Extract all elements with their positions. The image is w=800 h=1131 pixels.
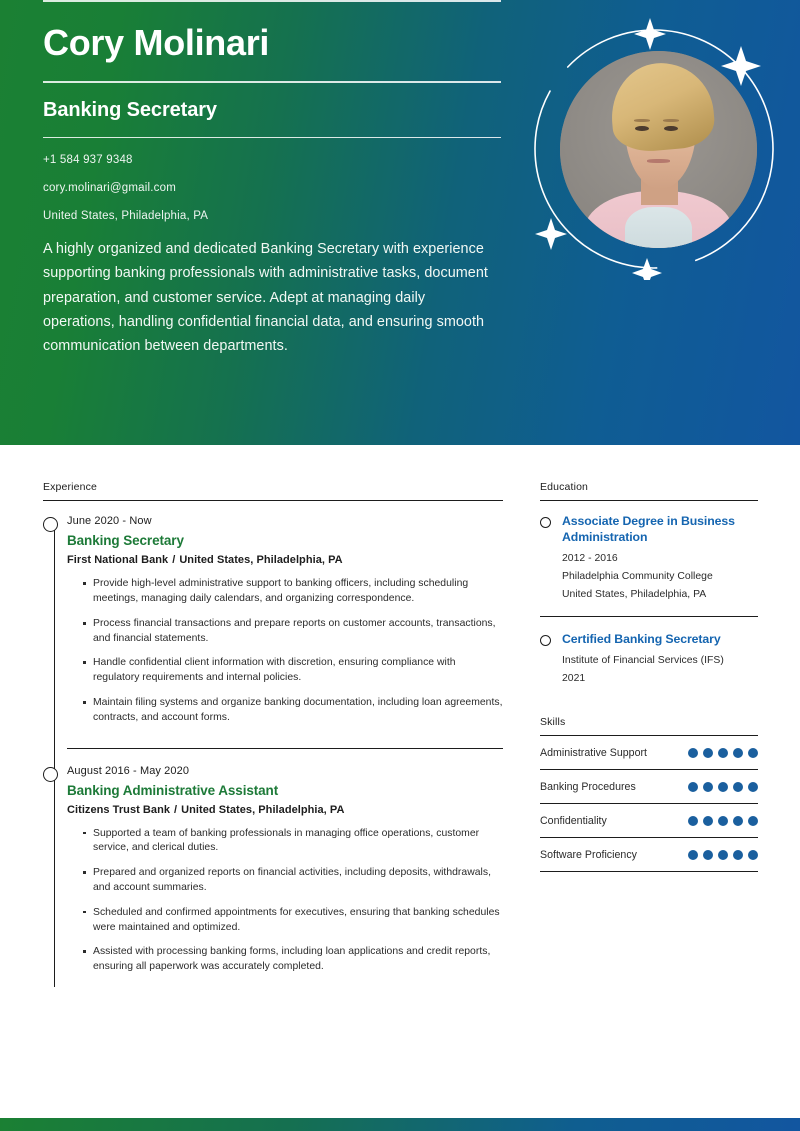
experience-item: [67, 515, 503, 737]
skill-row: [540, 736, 758, 770]
skill-rating-dots: [688, 748, 758, 758]
experience-company: First National Bank: [67, 554, 169, 567]
rating-dot: [733, 816, 743, 826]
list-item: Process financial transactions and prepare reports on customer accounts, transactions, and financial statements.: [83, 617, 503, 647]
experience-role: Banking Secretary: [67, 533, 184, 549]
experience-divider: [43, 500, 503, 501]
resume-body: [0, 445, 800, 1118]
timeline-line: [54, 527, 55, 986]
list-item: Assisted with processing banking forms, including loan applications and credit reports, ensuring all paperwork was accurately completed.: [83, 945, 503, 975]
rating-dot: [688, 816, 698, 826]
rating-dot: [733, 782, 743, 792]
experience-entry-divider: [67, 748, 503, 749]
experience-location: United States, Philadelphia, PA: [179, 554, 343, 567]
skills-section-label: Skills: [540, 715, 566, 728]
education-institution: Institute of Financial Services (IFS): [562, 654, 724, 666]
education-list: [540, 514, 758, 684]
rating-dot: [748, 816, 758, 826]
rating-dot: [718, 850, 728, 860]
skill-row: [540, 838, 758, 872]
skill-name: Administrative Support: [540, 747, 648, 760]
experience-role: Banking Administrative Assistant: [67, 782, 279, 798]
skill-row: [540, 804, 758, 838]
skill-name: Software Proficiency: [540, 849, 637, 862]
skill-name: Banking Procedures: [540, 781, 636, 794]
experience-bullets: [67, 827, 503, 975]
education-title: Certified Banking Secretary: [562, 632, 721, 647]
experience-separator: /: [172, 554, 176, 567]
rating-dot: [703, 748, 713, 758]
list-item: Provide high-level administrative support to banking officers, including scheduling meetings, managing daily calendars, and organizing correspondence.: [83, 577, 503, 607]
list-item: Maintain filing systems and organize banking documentation, including loan agreements, contracts, and account forms.: [83, 696, 503, 726]
contact-block: [43, 138, 503, 222]
contact-email: cory.molinari@gmail.com: [43, 181, 177, 194]
rating-dot: [688, 850, 698, 860]
header-text-block: [43, 0, 503, 358]
list-item: Scheduled and confirmed appointments for executives, ensuring that banking schedules were maintained and optimized.: [83, 906, 503, 936]
list-item: Supported a team of banking professionals in managing office operations, customer service, and clerical duties.: [83, 827, 503, 857]
education-marker-icon: [540, 635, 551, 646]
rating-dot: [748, 782, 758, 792]
list-item: Handle confidential client information with discretion, ensuring compliance with regulatory requirements and internal policies.: [83, 656, 503, 686]
rating-dot: [703, 850, 713, 860]
education-item: [540, 514, 758, 599]
education-item: [540, 632, 758, 684]
education-title: Associate Degree in Business Administration: [562, 514, 735, 545]
experience-separator: /: [174, 803, 178, 816]
skills-section: [540, 716, 758, 872]
candidate-job-title: Banking Secretary: [43, 98, 217, 121]
list-item: Prepared and organized reports on financial activities, including deposits, withdrawals, and account summaries.: [83, 866, 503, 896]
rating-dot: [748, 850, 758, 860]
side-column: [540, 481, 758, 872]
rating-dot: [718, 748, 728, 758]
skill-row: [540, 770, 758, 804]
resume-header: [0, 0, 800, 445]
experience-date: August 2016 - May 2020: [67, 764, 190, 777]
education-section-label: Education: [540, 481, 589, 493]
education-years: 2021: [562, 672, 586, 684]
timeline-marker-icon: [43, 767, 58, 782]
skill-rating-dots: [688, 850, 758, 860]
education-marker-icon: [540, 517, 551, 528]
profile-summary: [43, 237, 491, 358]
rating-dot: [703, 782, 713, 792]
rating-dot: [718, 782, 728, 792]
rating-dot: [688, 748, 698, 758]
rating-dot: [688, 782, 698, 792]
candidate-name: Cory Molinari: [43, 21, 270, 63]
experience-item: [67, 765, 503, 987]
skill-rating-dots: [688, 782, 758, 792]
experience-company: Citizens Trust Bank: [67, 803, 171, 816]
rating-dot: [733, 850, 743, 860]
contact-phone: +1 584 937 9348: [43, 154, 133, 167]
experience-bullets: [67, 577, 503, 725]
timeline-marker-icon: [43, 517, 58, 532]
rating-dot: [703, 816, 713, 826]
footer-gradient-bar: [0, 1118, 800, 1131]
education-divider: [540, 500, 758, 501]
profile-photo-container: [527, 18, 774, 280]
experience-company-location: [67, 804, 503, 816]
education-years: 2012 - 2016: [562, 552, 618, 564]
education-entry-divider: [540, 616, 758, 617]
experience-location: United States, Philadelphia, PA: [181, 803, 345, 816]
main-column: [43, 481, 503, 987]
skill-name: Confidentiality: [540, 815, 607, 828]
experience-timeline: [43, 515, 503, 986]
rating-dot: [733, 748, 743, 758]
rating-dot: [718, 816, 728, 826]
education-institution: Philadelphia Community College: [562, 570, 713, 582]
profile-photo: [560, 51, 757, 248]
education-location: United States, Philadelphia, PA: [562, 588, 707, 600]
contact-location: United States, Philadelphia, PA: [43, 209, 209, 222]
profile-summary-text: A highly organized and dedicated Banking Secretary with experience supporting banking professionals with administrative tasks, document preparation, and customer service. Adept at managing daily operations, handling confidential financial data, and ensuring smooth communication between departments.: [43, 241, 488, 354]
experience-date: June 2020 - Now: [67, 515, 152, 528]
experience-company-location: [67, 554, 503, 566]
rating-dot: [748, 748, 758, 758]
experience-section-label: Experience: [43, 481, 98, 493]
skill-rating-dots: [688, 816, 758, 826]
